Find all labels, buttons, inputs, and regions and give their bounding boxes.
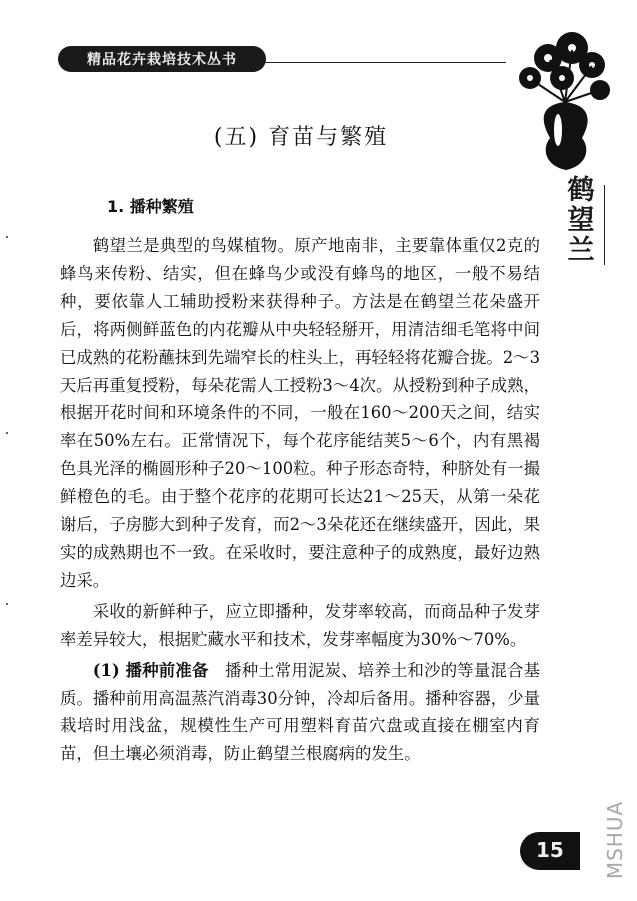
section-title: (五) 育苗与繁殖	[213, 125, 389, 150]
header-rule	[262, 62, 506, 63]
sub-heading: 1. 播种繁殖	[107, 197, 194, 216]
series-title-banner	[58, 46, 266, 72]
paragraph: 采收的新鲜种子，应立即播种，发芽率较高，而商品种子发芽率差异较大，根据贮藏水平和技术，发芽率幅度为30%～70%。	[60, 601, 540, 649]
side-rule	[604, 185, 605, 265]
watermark	[598, 790, 632, 890]
side-title	[564, 176, 598, 266]
body-text	[60, 232, 540, 768]
side-title-char: 望	[567, 205, 595, 236]
side-title-char: 兰	[567, 235, 595, 266]
run-in-heading: (1) 播种前准备	[92, 660, 209, 680]
watermark-text: MSHUA	[603, 800, 627, 880]
scan-speck	[6, 236, 8, 238]
scan-speck	[6, 432, 8, 434]
page-number: 15	[536, 838, 564, 862]
series-title: 精品花卉栽培技术丛书	[87, 52, 237, 68]
paragraph	[60, 657, 540, 769]
side-title-char: 鹤	[567, 175, 595, 206]
paragraph-text: 播种土常用泥炭、培养土和沙的等量混合基质。播种前用高温蒸汽消毒30分钟，冷却后备用。播种容器，少量栽培时用浅盆，规模性生产可用塑料育苗穴盘或直接在棚室内育苗，但土壤必须消毒，防止鹤望兰根腐病的发生。	[60, 660, 541, 764]
paragraph: 鹤望兰是典型的鸟媒植物。原产地南非，主要靠体重仅2克的蜂鸟来传粉、结实，但在蜂鸟少或没有蜂鸟的地区，一般不易结种，要依靠人工辅助授粉来获得种子。方法是在鹤望兰花朵盛开后，将两侧鲜蓝色的内花瓣从中央轻轻掰开，用清洁细毛笔将中间已成熟的花粉蘸抹到先端窄长的柱头上，再轻轻将花瓣合拢。2～3天后再重复授粉，每朵花需人工授粉3～4次。从授粉到种子成熟，根据开花时间和环境条件的不同，一般在160～200天之间，结实率在50%左右。正常情况下，每个花序能结荚5～6个，内有黑褐色具光泽的椭圆形种子20～100粒。种子形态奇特，种脐处有一撮鲜橙色的毛。由于整个花序的花期可长达21～25天，从第一朵花谢后，子房膨大到种子发育，而2～3朵花还在继续盛开，因此，果实的成熟期也不一致。在采收时，要注意种子的成熟度，最好边熟边采。	[60, 236, 540, 590]
flower-vase-illustration	[510, 20, 620, 175]
scan-speck	[6, 603, 8, 605]
